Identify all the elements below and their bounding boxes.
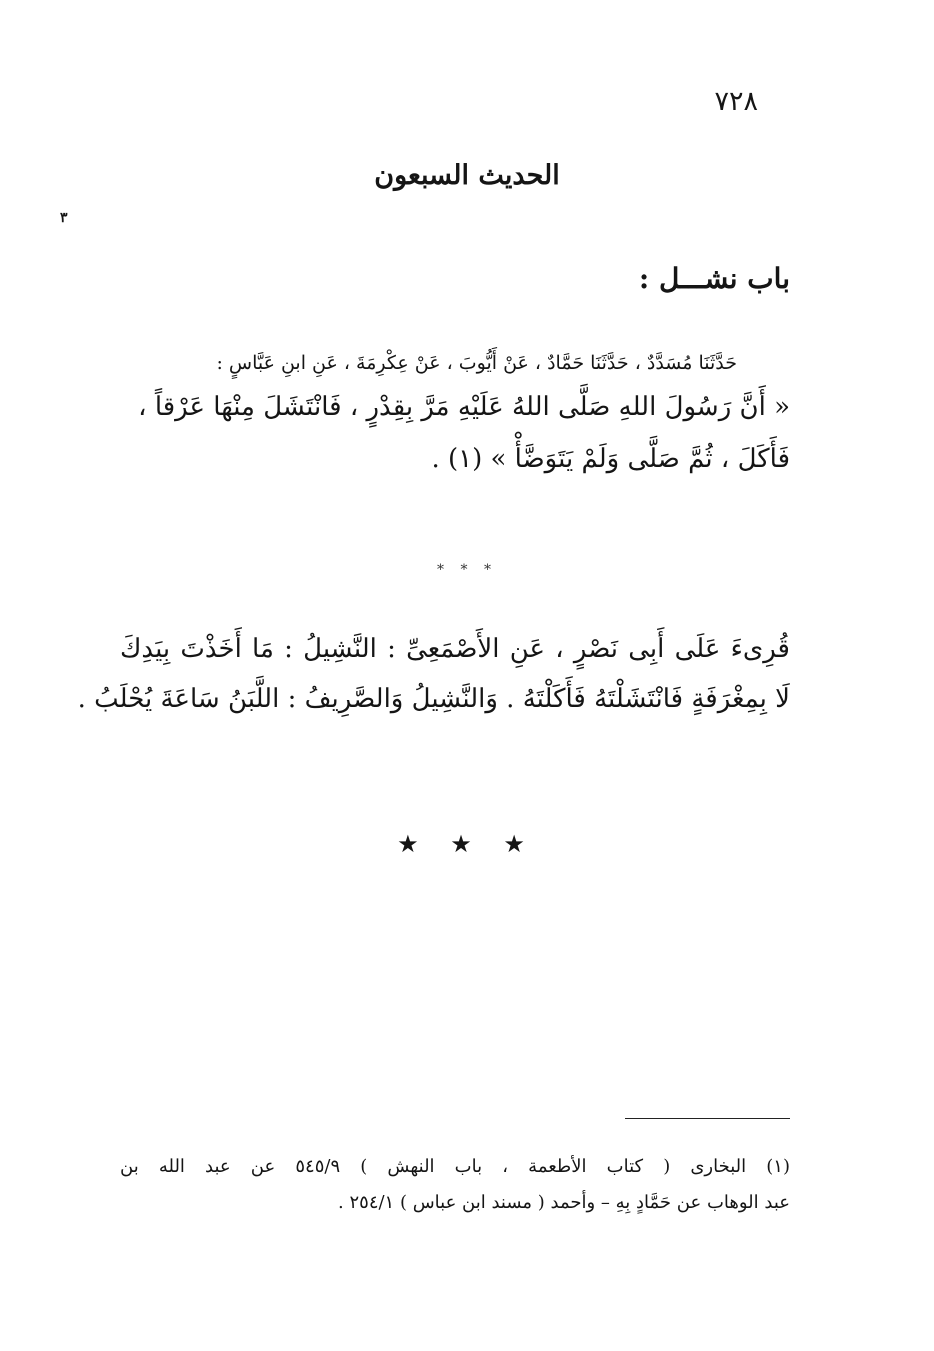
commentary-line-1: قُرِىءَ عَلَى أَبِى نَصْرٍ ، عَنِ الأَصْمَعِىِّ : النَّشِيلُ : مَا أَخَذْتَ بِيَدِكَ <box>120 634 790 664</box>
margin-mark: ٣ <box>60 210 68 226</box>
section-end-stars: ★ ★ ★ <box>397 830 537 858</box>
hadith-matn-line-2: فَأَكَلَ ، ثُمَّ صَلَّى وَلَمْ يَتَوَضَّأْ » (١) . <box>431 444 790 474</box>
footnote-line-2: عبد الوهاب عن حَمَّادٍ بِهِ – وأحمد ( مسند ابن عباس ) ٢٥٤/١ . <box>338 1192 790 1213</box>
page-number: ٧٢٨ <box>714 86 758 117</box>
commentary-line-2: لَا بِمِغْرَفَةٍ فَانْتَشَلْتَهُ فَأَكَلْتَهُ . وَالنَّشِيلُ وَالصَّرِيفُ : اللَّبَنُ سَاعَةَ يُحْلَبُ . <box>77 684 790 714</box>
footnote-rule <box>625 1118 790 1119</box>
chapter-title: الحديث السبعون <box>374 160 560 191</box>
small-separator: * * * <box>437 562 497 578</box>
hadith-isnad: حَدَّثَنَا مُسَدَّدٌ ، حَدَّثَنَا حَمَّادٌ ، عَنْ أَيُّوبَ ، عَنْ عِكْرِمَةَ ، عَنِ ابنِ عَبَّاسٍ : <box>216 352 737 374</box>
section-title: باب نشـــل : <box>638 262 790 295</box>
footnote-line-1: (١) البخارى ( كتاب الأطعمة ، باب النهش ) ٥٤٥/٩ عن عبد الله بن <box>120 1156 790 1177</box>
hadith-matn-line-1: « أَنَّ رَسُولَ اللهِ صَلَّى اللهُ عَلَيْهِ مَرَّ بِقِدْرٍ ، فَانْتَشَلَ مِنْهَا عَرْقاً ، <box>138 392 790 422</box>
